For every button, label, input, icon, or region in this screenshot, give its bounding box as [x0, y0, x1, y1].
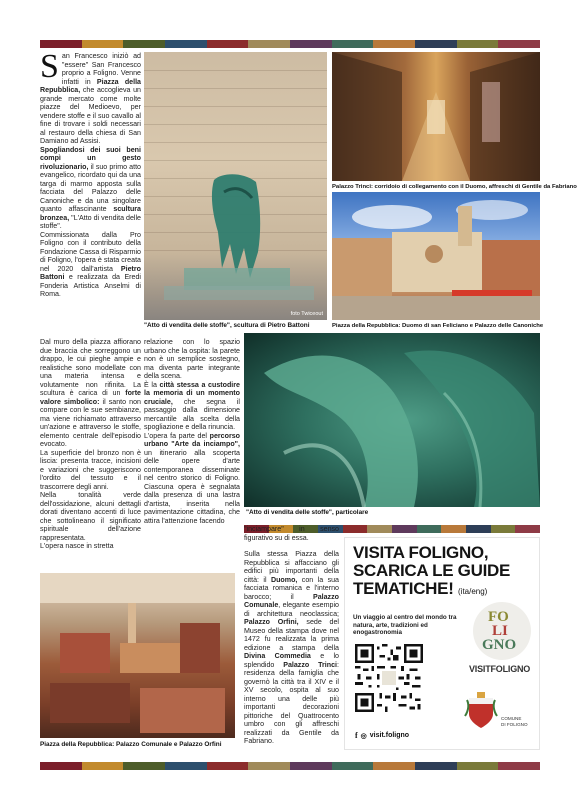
- visitfoligno-logo: VISITFOLIGNO: [469, 664, 531, 674]
- stripe-segment: [373, 762, 415, 770]
- website-link[interactable]: visit.foligno: [369, 732, 410, 739]
- stripe-segment: [441, 525, 466, 533]
- stripe-segment: [165, 762, 207, 770]
- stripe-segment: [343, 525, 368, 533]
- caption-aerial-piazza: Piazza della Repubblica: Palazzo Comunale e Palazzo Orfini: [40, 741, 222, 748]
- stripe-segment: [498, 762, 540, 770]
- stripe-segment: [82, 762, 124, 770]
- article-paragraph: Sulla stessa Piazza della Repubblica si affacciano gli edifici più importanti della città: il Duomo, con la sua facciata romanica e l'interno barocco; il Palazzo Comunale, elegante esempio di architettura neoclassica; Palazzo Orfini, sede del Museo della stampa dove nel 1472 fu realizzata la prima edizione a stampa della Divina Commedia e lo splendido Palazzo Trinci: residenza della famiglia che governò la città tra il XIV e il XV secolo, ospita al suo interno una delle più importanti decorazioni pittoriche del Quattrocento umbro con gli affreschi realizzati da Gentile da Fabriano.: [244, 550, 340, 745]
- stripe-segment: [40, 40, 82, 48]
- article-paragraph: L'opera fa parte del percorso urbano "Arte da inciampo", un itinerario alla scoperta delle opere d'arte contemporanea disseminate nel centro storico di Foligno. Ciascuna opera è segnalata dalla presenza di una lastra d'artista, inserita nella pavimentazione cittadina, che attira l'attenzione facendo: [144, 431, 240, 525]
- stripe-segment: [332, 762, 374, 770]
- article-paragraph: Spogliandosi dei suoi beni compì un gesto rivoluzionario, il suo primo atto evangelico, ricordato qui da una targa di marmo apposta sulla facciata del Palazzo delle Canoniche e da una singolare quanto affascinante scultura bronzea, "L'Atto di vendita delle stoffe".: [40, 145, 141, 230]
- stripe-segment: [491, 525, 516, 533]
- article-paragraph: L'opera nasce in stretta: [40, 542, 114, 550]
- photo-piazza-duomo: [332, 192, 540, 320]
- photo-palazzo-trinci: [332, 52, 540, 181]
- drop-cap: S: [40, 48, 59, 85]
- ad-title: VISITA FOLIGNO, SCARICA LE GUIDE TEMATICHE! (ita/eng): [353, 543, 511, 598]
- stripe-segment: [290, 762, 332, 770]
- stripe-segment: [332, 40, 374, 48]
- stripe-segment: [207, 40, 249, 48]
- foligno-logo: FO LI GNO: [473, 602, 531, 660]
- decorative-stripe-bottom: [40, 762, 540, 770]
- caption-statue: "Atto di vendita delle stoffe", scultura di Pietro Battoni: [144, 322, 310, 329]
- stripe-segment: [415, 40, 457, 48]
- decorative-stripe-top: [40, 40, 540, 48]
- article-paragraph: Commissionata dalla Pro Foligno con il contributo della Fondazione Cassa di Risparmio di Foligno, l'opera è stata creata nel 2020 dall'artista Pietro Battoni e realizzata da Eredi Fonderia Artistica Anselmi di Roma.: [40, 230, 141, 298]
- photo-statue-detail: [244, 333, 540, 507]
- stripe-segment: [207, 762, 249, 770]
- stripe-segment: [392, 525, 417, 533]
- ad-subtitle: Un viaggio al centro del mondo tra natura, arte, tradizioni ed enogastronomia: [353, 614, 457, 636]
- stripe-segment: [466, 525, 491, 533]
- article-paragraph: È la città stessa a custodire la memoria di un momento cruciale, che segna il passaggio dalla dimensione mercantile alla scelta della spogliazione e della rinuncia.: [144, 380, 240, 431]
- stripe-segment: [165, 40, 207, 48]
- stripe-segment: [290, 40, 332, 48]
- stripe-segment: [248, 762, 290, 770]
- stripe-segment: [367, 525, 392, 533]
- instagram-icon[interactable]: ◎: [360, 732, 367, 740]
- article-paragraph: Dal muro della piazza affiorano due braccia che sorreggono un drappo, le cui pieghe ampie e realistiche sono modellate con una materia intensa e volutamente non rifinita. La scultura è carica di un forte valore simbolico: il santo non compare con le sue sembianze, ma viene richiamato attraverso un'azione e attraverso le stoffe, elemento centrale dell'episodio evocato.: [40, 338, 141, 448]
- article-paragraph: an Francesco iniziò ad "essere" San Francesco proprio a Foligno. Venne infatti in Piazza della Repubblica, che accoglieva un grande mercato come molte piazze del Medioevo, per vendere stoffe e il suo cavallo al fine di trovare i soldi necessari al restauro della chiesa di San Damiano ad Assisi.: [40, 52, 142, 145]
- stripe-segment: [498, 40, 540, 48]
- social-links: [355, 731, 409, 740]
- photo-credit: foto Twiceout: [290, 311, 323, 317]
- stripe-segment: [123, 40, 165, 48]
- stripe-segment: [82, 40, 124, 48]
- comune-label: COMUNE DI FOLIGNO: [501, 716, 528, 727]
- caption-statue-detail: "Atto di vendita delle stoffe", particolare: [246, 509, 369, 516]
- stripe-segment: [457, 40, 499, 48]
- caption-palazzo-trinci: Palazzo Trinci: corridoio di collegamento con il Duomo, affreschi di Gentile da Fabriano: [332, 184, 577, 190]
- article-paragraph: "inciampare" in senso figurativo su di essa.: [244, 525, 339, 542]
- qr-code-icon[interactable]: [355, 644, 423, 712]
- stripe-segment: [248, 40, 290, 48]
- article-paragraph: relazione con lo spazio urbano che la ospita: la parete non è un semplice sostegno, ma diventa parte integrante della scena.: [144, 338, 240, 380]
- caption-piazza-duomo: Piazza della Repubblica: Duomo di san Feliciano e Palazzo delle Canoniche: [332, 323, 544, 329]
- stripe-segment: [417, 525, 442, 533]
- visit-foligno-ad[interactable]: [344, 537, 540, 750]
- stripe-segment: [415, 762, 457, 770]
- article-column-1-upper: [40, 48, 142, 299]
- stripe-segment: [123, 762, 165, 770]
- article-column-3: [244, 525, 339, 746]
- article-paragraph: La superficie del bronzo non è liscia: presenta tracce, incisioni e variazioni che suggeriscono l'ordito del tessuto e il trascorrere degli anni.: [40, 448, 141, 491]
- article-column-2: [144, 338, 240, 525]
- stripe-segment: [457, 762, 499, 770]
- stripe-segment: [515, 525, 540, 533]
- stripe-segment: [40, 762, 82, 770]
- article-column-1-lower: [40, 338, 141, 551]
- statue-drawing: [144, 52, 327, 320]
- article-paragraph: Nella tonalità verde dell'ossidazione, alcuni dettagli dorati diventano accenti di luce che sottolineano il significato spirituale dell'azione rappresentata.: [40, 491, 141, 542]
- photo-statue: [144, 52, 327, 320]
- stripe-segment: [373, 40, 415, 48]
- photo-aerial-piazza: [40, 573, 235, 738]
- facebook-icon[interactable]: f: [355, 731, 358, 740]
- comune-coat-of-arms-icon: [463, 690, 499, 730]
